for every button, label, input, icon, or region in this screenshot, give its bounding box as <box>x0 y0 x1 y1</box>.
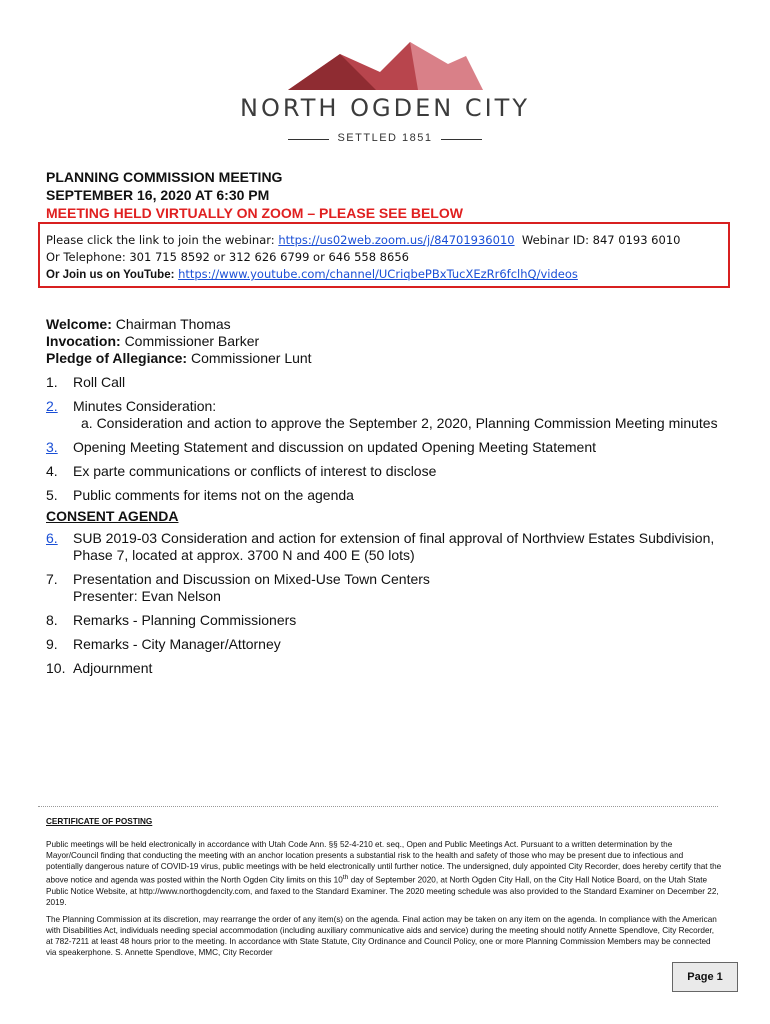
consent-agenda-heading: CONSENT AGENDA <box>46 508 179 524</box>
youtube-link[interactable]: https://www.youtube.com/channel/UCriqbePBxTucXEzRr6fclhQ/videos <box>178 267 578 281</box>
welcome-value: Chairman Thomas <box>115 316 231 332</box>
page-number: Page 1 <box>672 962 738 992</box>
virtual-notice: MEETING HELD VIRTUALLY ON ZOOM – PLEASE SEE BELOW <box>46 205 463 221</box>
agenda-item <box>46 439 736 456</box>
item-number: 1. <box>46 374 58 390</box>
agenda-item <box>46 374 736 391</box>
certificate-paragraph: The Planning Commission at its discretion, may rearrange the order of any item(s) on the agenda. Final action may be taken on any item on the agenda. In compliance with the American with Disabilities Act, individuals needing special accommodation (including auxiliary communicative aids and service) during the meeting should notify Annette Spendlove, City Recorder, at 782-7211 at least 48 hours prior to the meeting. In accordance with State Statute, City Ordinance and Council Policy, one or more Planning Commission Members may be connected via speakerphone. S. Annette Spendlove, MMC, City Recorder <box>46 914 717 957</box>
welcome-label: Welcome: <box>46 316 112 332</box>
telephone-line: Or Telephone: 301 715 8592 or 312 626 6799 or 646 558 8656 <box>46 250 409 264</box>
item-text: Public comments for items not on the agenda <box>73 487 354 503</box>
divider <box>38 806 718 807</box>
agenda-item <box>46 660 736 677</box>
webinar-link[interactable]: https://us02web.zoom.us/j/84701936010 <box>278 233 515 247</box>
agenda-item <box>46 612 736 629</box>
settled-line <box>240 132 530 144</box>
item-text: Opening Meeting Statement and discussion on updated Opening Meeting Statement <box>73 439 597 455</box>
item-presenter: Presenter: Evan Nelson <box>73 588 221 604</box>
invocation-label: Invocation: <box>46 333 121 349</box>
item-number: 7. <box>46 571 58 587</box>
agenda-list <box>46 374 736 684</box>
zoom-info-box <box>38 222 730 288</box>
item-number-link[interactable]: 6. <box>46 530 58 546</box>
invocation-value: Commissioner Barker <box>124 333 260 349</box>
meeting-title: PLANNING COMMISSION MEETING <box>46 169 283 185</box>
item-number-link[interactable]: 3. <box>46 439 58 455</box>
pledge-label: Pledge of Allegiance: <box>46 350 188 366</box>
settled-text: SETTLED 1851 <box>329 132 440 144</box>
agenda-item <box>46 636 736 653</box>
item-text: Roll Call <box>73 374 126 390</box>
item-text: SUB 2019-03 Consideration and action for extension of final approval of Northview Estates Subdivision, <box>73 530 715 546</box>
youtube-label: Or Join us on YouTube: <box>46 269 175 281</box>
meeting-roles <box>46 316 312 367</box>
item-text: Ex parte communications or conflicts of interest to disclose <box>73 463 437 479</box>
item-text: Remarks - Planning Commissioners <box>73 612 297 628</box>
item-number: 4. <box>46 463 58 479</box>
agenda-item <box>46 487 736 504</box>
webinar-prefix: Please click the link to join the webinar: <box>46 233 279 247</box>
item-number: 8. <box>46 612 58 628</box>
agenda-item <box>46 463 736 480</box>
meeting-heading <box>46 168 463 222</box>
agenda-item <box>46 398 736 432</box>
item-text: Presentation and Discussion on Mixed-Use Town Centers <box>73 571 430 587</box>
agenda-item <box>46 530 736 564</box>
item-text: Minutes Consideration: <box>73 398 217 414</box>
item-text: Remarks - City Manager/Attorney <box>73 636 281 652</box>
item-text: Adjournment <box>73 660 153 676</box>
city-name: NORTH OGDEN CITY <box>240 94 530 122</box>
meeting-date: SEPTEMBER 16, 2020 AT 6:30 PM <box>46 187 270 203</box>
item-number: 5. <box>46 487 58 503</box>
item-number: 10. <box>46 660 66 676</box>
item-number-link[interactable]: 2. <box>46 398 58 414</box>
webinar-id: Webinar ID: 847 0193 6010 <box>521 233 681 247</box>
certificate-of-posting <box>46 816 722 964</box>
certificate-paragraph: Public meetings will be held electronically in accordance with Utah Code Ann. §§ 52-4-210 et. seq., Open and Public Meetings Act. Pursuant to a written determination by the Mayor/Council finding that conducting the meeting with an anchor location presents a substantial risk to the health and safety of those who may be present due to infectious and potentially dangerous nature of COVID-19 virus, public meetings with be held electronically until further notice. The undersigned, duly appointed City Recorder, does hereby certify that the above notice and agenda was posted within the North Ogden City limits on this 10th day of September 2020, at North Ogden City Hall, on the City Hall Notice Board, on the Utah State Public Notice Website, at http://www.northogdencity.com, and faxed to the Standard Examiner. The 2020 meeting schedule was also provided to the Standard Examiner on December 22, 2019. <box>46 840 722 907</box>
agenda-item <box>46 571 736 605</box>
item-text-cont: Phase 7, located at approx. 3700 N and 400 E (50 lots) <box>73 547 415 563</box>
certificate-title: CERTIFICATE OF POSTING <box>46 817 153 826</box>
mountain-logo-icon <box>288 42 483 90</box>
item-number: 9. <box>46 636 58 652</box>
pledge-value: Commissioner Lunt <box>190 350 312 366</box>
item-subtext: a. Consideration and action to approve the September 2, 2020, Planning Commission Meeting minutes <box>81 415 718 431</box>
city-logo <box>240 42 530 152</box>
